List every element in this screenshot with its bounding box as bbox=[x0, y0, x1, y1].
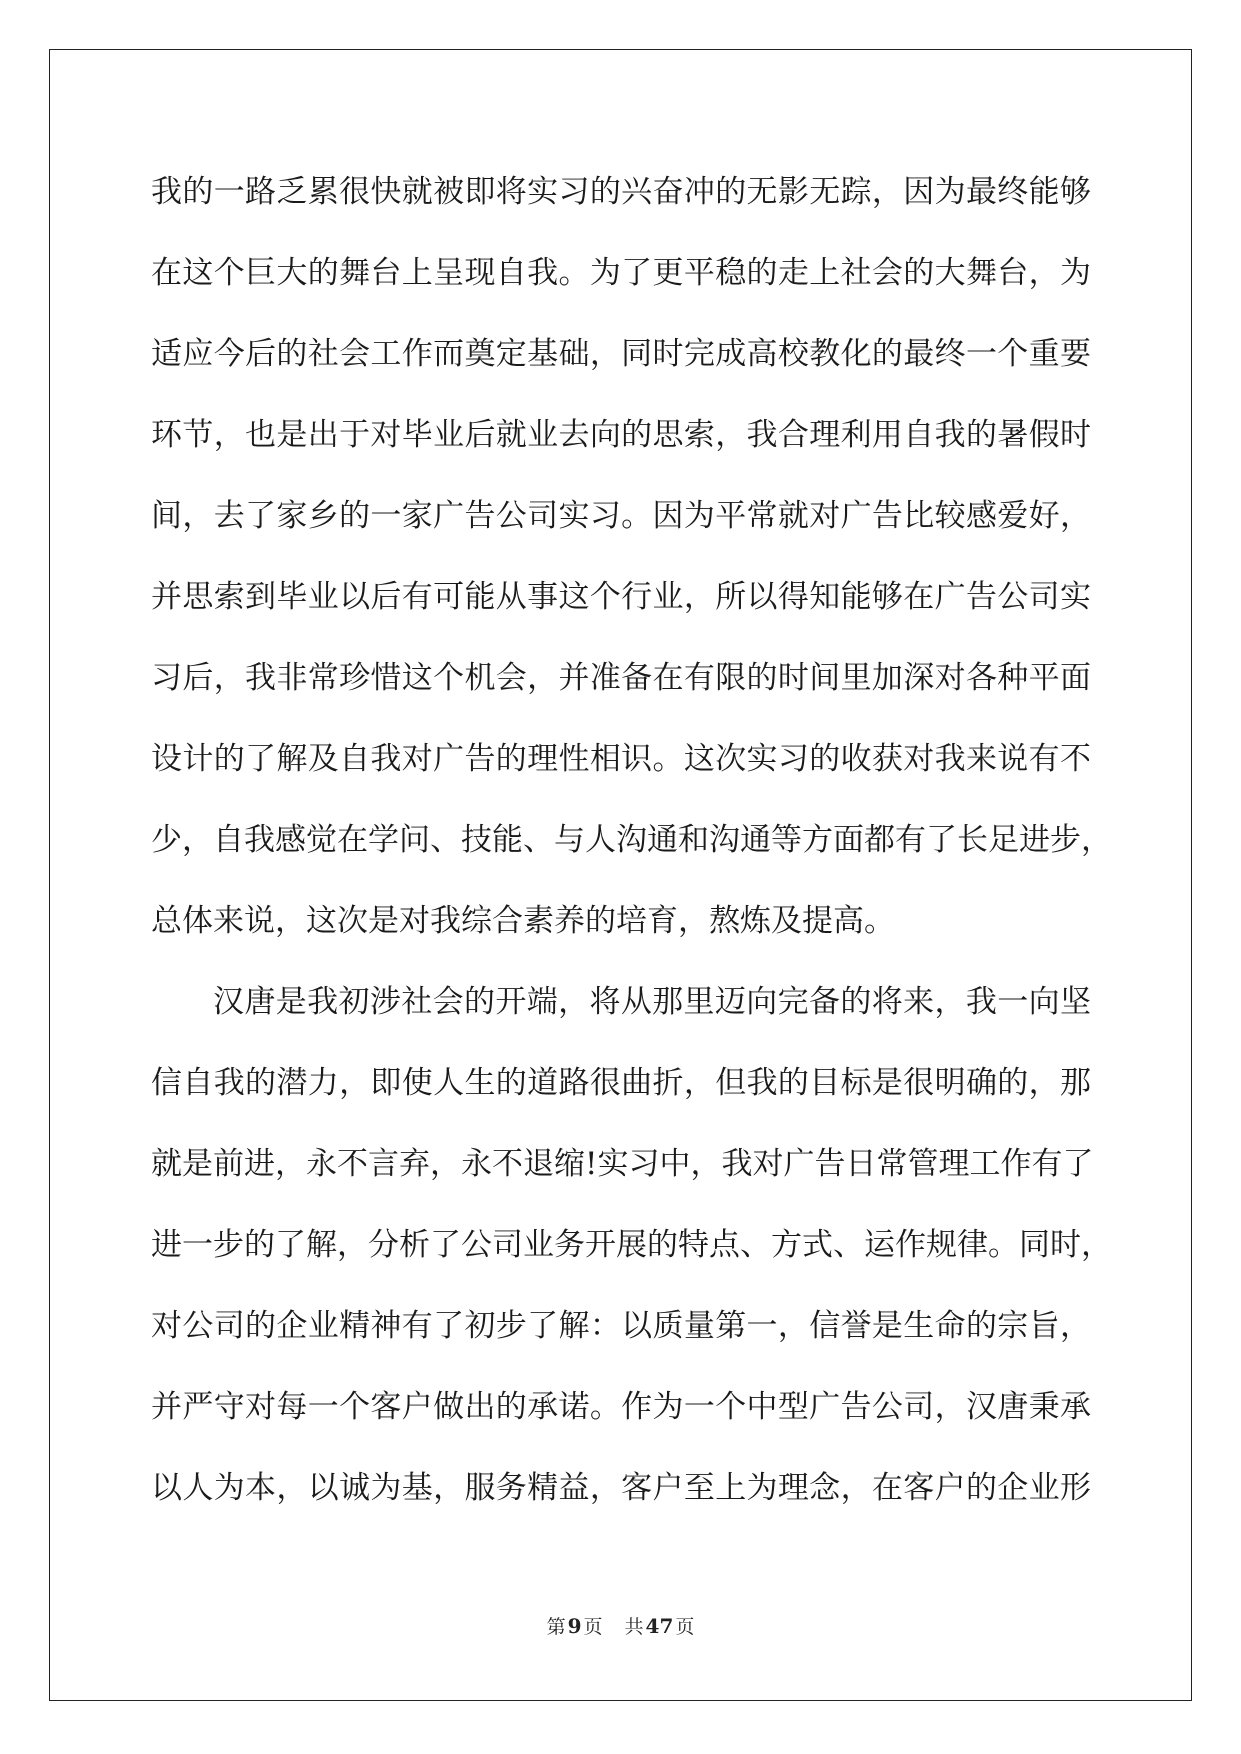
text-line: 环节，也是出于对毕业后就业去向的思索，我合理利用自我的暑假时 bbox=[151, 417, 1091, 453]
text-line: 并严守对每一个客户做出的承诺。作为一个中型广告公司，汉唐秉承 bbox=[151, 1389, 1091, 1425]
text-line: 习后，我非常珍惜这个机会，并准备在有限的时间里加深对各种平面 bbox=[151, 660, 1091, 696]
page-number: 9 bbox=[567, 1614, 582, 1638]
text-line: 并思索到毕业以后有可能从事这个行业，所以得知能够在广告公司实 bbox=[151, 579, 1091, 615]
text-line: 总体来说，这次是对我综合素养的培育，熬炼及提高。 bbox=[151, 903, 895, 939]
text-line: 设计的了解及自我对广告的理性相识。这次实习的收获对我来说有不 bbox=[151, 741, 1091, 777]
text-line: 在这个巨大的舞台上呈现自我。为了更平稳的走上社会的大舞台，为 bbox=[151, 255, 1091, 291]
text-line: 我的一路乏累很快就被即将实习的兴奋冲的无影无踪，因为最终能够 bbox=[151, 174, 1091, 210]
footer-total-prefix: 共 bbox=[624, 1616, 644, 1638]
footer-total-suffix: 页 bbox=[675, 1616, 695, 1638]
document-body bbox=[151, 152, 1112, 1529]
footer-page-suffix: 页 bbox=[583, 1616, 603, 1638]
text-line: 对公司的企业精神有了初步了解：以质量第一，信誉是生命的宗旨， bbox=[151, 1308, 1091, 1344]
footer-prefix: 第 bbox=[546, 1616, 566, 1638]
text-line: 信自我的潜力，即使人生的道路很曲折，但我的目标是很明确的，那 bbox=[151, 1065, 1091, 1101]
page-footer bbox=[0, 1612, 1241, 1639]
text-line: 就是前进，永不言弃，永不退缩!实习中，我对广告日常管理工作有了 bbox=[151, 1146, 1094, 1182]
text-line: 少，自我感觉在学问、技能、与人沟通和沟通等方面都有了长足进步， bbox=[151, 822, 1112, 858]
text-line: 间，去了家乡的一家广告公司实习。因为平常就对广告比较感爱好， bbox=[151, 498, 1091, 534]
text-line: 以人为本，以诚为基，服务精益，客户至上为理念，在客户的企业形 bbox=[151, 1470, 1091, 1506]
text-line: 进一步的了解，分析了公司业务开展的特点、方式、运作规律。同时， bbox=[151, 1227, 1112, 1263]
total-pages: 47 bbox=[645, 1614, 674, 1638]
text-line: 适应今后的社会工作而奠定基础，同时完成高校教化的最终一个重要 bbox=[151, 336, 1091, 372]
text-line: 汉唐是我初涉社会的开端，将从那里迈向完备的将来，我一向坚 bbox=[213, 984, 1091, 1020]
